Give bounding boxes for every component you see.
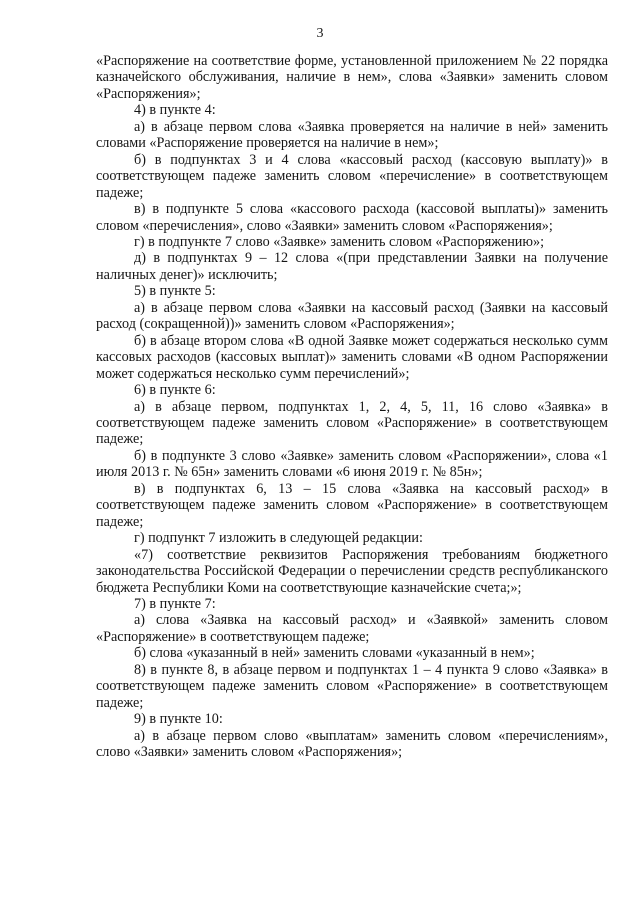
paragraph: г) в подпункте 7 слово «Заявке» заменить словом «Распоряжению»;: [134, 233, 545, 250]
document-body: [96, 53, 608, 760]
paragraph: 7) в пункте 7:: [134, 595, 216, 612]
paragraph: б) в абзаце втором слова «В одной Заявке может содержаться несколько сумм кассовых расходов (кассовых выплат)» заменить словами «В одном Распоряжении может содержаться несколько сумм перечислений»;: [96, 332, 608, 382]
page-number: 3: [316, 26, 324, 41]
paragraph: а) в абзаце первом слово «выплатам» заменить словом «перечислениям», слово «Заявки» заменить словом «Распоряжения»;: [96, 727, 608, 761]
paragraph: «7) соответствие реквизитов Распоряжения требованиям бюджетного законодательства Российской Федерации о перечислении средств республиканского бюджета Республики Коми на соответствующие казначейские счета;»;: [96, 546, 608, 596]
paragraph: 6) в пункте 6:: [134, 382, 216, 399]
paragraph: «Распоряжение на соответствие форме, установленной приложением № 22 порядка казначейского обслуживания, наличие в нем», слова «Заявки» заменить словом «Распоряжения»;: [96, 53, 608, 102]
paragraph: а) слова «Заявка на кассовый расход» и «Заявкой» заменить словом «Распоряжение» в соответствующем падеже;: [96, 612, 608, 645]
paragraph: в) в подпункте 5 слова «кассового расхода (кассовой выплаты)» заменить словом «перечисления», слово «Заявки» заменить словом «Распоряжения»;: [96, 201, 608, 234]
paragraph: а) в абзаце первом, подпунктах 1, 2, 4, 5, 11, 16 слово «Заявка» в соответствующем падеже заменить словом «Распоряжение» в соответствующем падеже;: [96, 398, 608, 448]
paragraph: 5) в пункте 5:: [134, 283, 216, 300]
paragraph: а) в абзаце первом слова «Заявка проверяется на наличие в ней» заменить словами «Распоряжение проверяется на наличие в нем»;: [96, 118, 608, 152]
paragraph: в) в подпунктах 6, 13 – 15 слова «Заявка на кассовый расход» в соответствующем падеже заменить словом «Распоряжение» в соответствующем падеже;: [96, 480, 608, 530]
paragraph: б) в подпунктах 3 и 4 слова «кассовый расход (кассовую выплату)» в соответствующем падеже заменить словом «перечисление» в соответствующем падеже;: [96, 151, 608, 201]
paragraph: б) слова «указанный в ней» заменить словами «указанный в нем»;: [134, 645, 535, 662]
paragraph: б) в подпункте 3 слово «Заявке» заменить словом «Распоряжении», слова «1 июля 2013 г. № 65н» заменить словами «6 июня 2019 г. № 85н»;: [96, 447, 608, 481]
paragraph: 4) в пункте 4:: [134, 102, 216, 119]
paragraph: а) в абзаце первом слова «Заявки на кассовый расход (Заявки на кассовый расход (сокращенной))» заменить словом «Распоряжения»;: [96, 299, 608, 333]
paragraph: 8) в пункте 8, в абзаце первом и подпунктах 1 – 4 пункта 9 слово «Заявка» в соответствующем падеже заменить словом «Распоряжение» в соответствующем падеже;: [96, 661, 608, 711]
paragraph: г) подпункт 7 изложить в следующей редакции:: [134, 530, 423, 547]
paragraph: д) в подпунктах 9 – 12 слова «(при представлении Заявки на получение наличных денег)» исключить;: [96, 250, 608, 283]
paragraph: 9) в пункте 10:: [134, 711, 223, 728]
